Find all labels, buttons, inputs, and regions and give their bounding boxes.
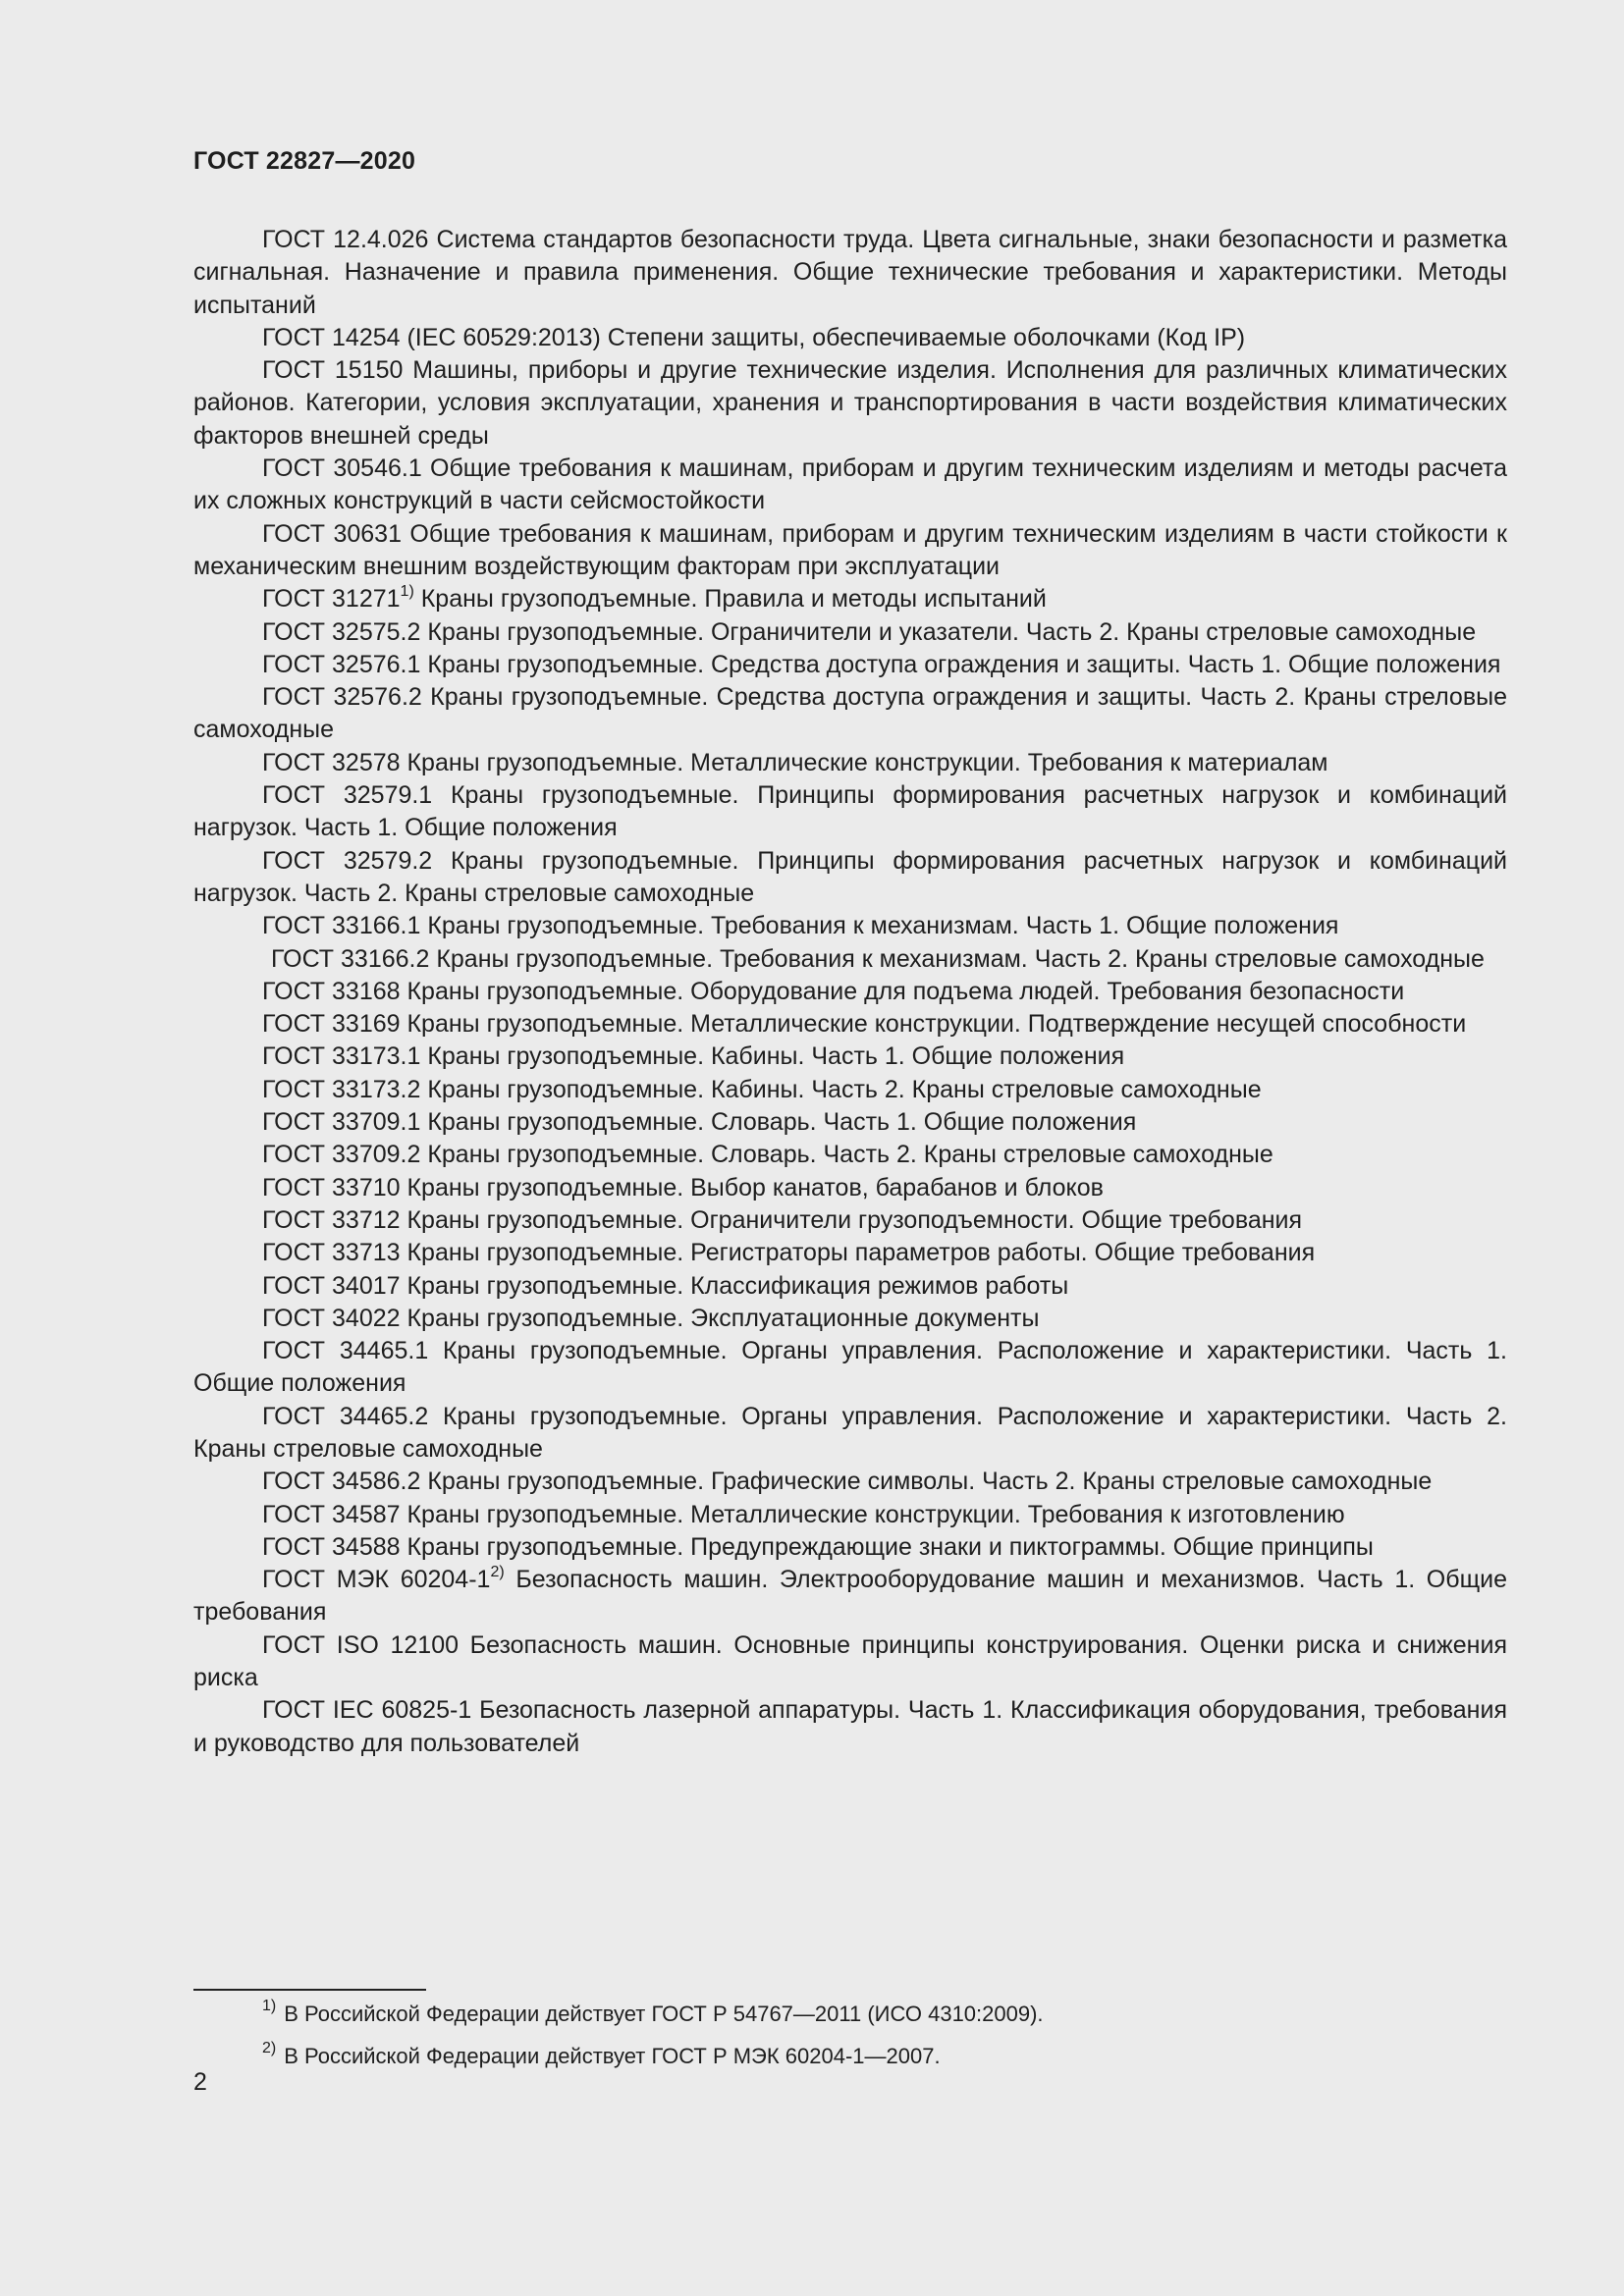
reference-text: ГОСТ 34017 Краны грузоподъемные. Классификация режимов работы xyxy=(262,1271,1069,1300)
reference-item xyxy=(193,976,1507,1008)
reference-text: ГОСТ 12.4.026 Система стандартов безопасности труда. Цвета сигнальные, знаки безопасности и разметка сигнальная. Назначение и правила применения. Общие технические требования и характеристики. Методы испытаний xyxy=(193,226,1507,319)
reference-text: ГОСТ 33166.1 Краны грузоподъемные. Требования к механизмам. Часть 1. Общие положения xyxy=(262,912,1339,940)
footnote-marker: 1) xyxy=(400,582,414,600)
footnote-mark: 2) xyxy=(262,2039,277,2056)
reference-item xyxy=(193,910,1507,942)
reference-text: ГОСТ 34465.1 Краны грузоподъемные. Органы управления. Расположение и характеристики. Часть 1. Общие положения xyxy=(193,1337,1507,1398)
footnote-item xyxy=(262,2035,1044,2077)
reference-item xyxy=(193,681,1507,747)
reference-item xyxy=(193,1694,1507,1760)
reference-text: ГОСТ 34022 Краны грузоподъемные. Эксплуатационные документы xyxy=(262,1304,1040,1332)
reference-text: ГОСТ 33709.2 Краны грузоподъемные. Словарь. Часть 2. Краны стреловые самоходные xyxy=(262,1141,1273,1169)
reference-item xyxy=(193,453,1507,518)
reference-item xyxy=(193,1204,1507,1237)
reference-text: ГОСТ 33710 Краны грузоподъемные. Выбор канатов, барабанов и блоков xyxy=(262,1173,1104,1201)
reference-text: ГОСТ 33169 Краны грузоподъемные. Металлические конструкции. Подтверждение несущей способности xyxy=(262,1010,1467,1039)
reference-text: ГОСТ ISO 12100 Безопасность машин. Основные принципы конструирования. Оценки риска и снижения риска xyxy=(193,1630,1507,1692)
reference-text: ГОСТ 33709.1 Краны грузоподъемные. Словарь. Часть 1. Общие положения xyxy=(262,1108,1137,1137)
reference-item xyxy=(193,943,1507,976)
reference-item xyxy=(193,616,1507,649)
reference-text: ГОСТ 34465.2 Краны грузоподъемные. Органы управления. Расположение и характеристики. Часть 2. Краны стреловые самоходные xyxy=(193,1402,1507,1463)
reference-text: ГОСТ 30631 Общие требования к машинам, приборам и другим техническим изделиям в части стойкости к механическим внешним воздействующим факторам при эксплуатации xyxy=(193,519,1507,580)
footnote-text: В Российской Федерации действует ГОСТ Р 54767—2011 (ИСО 4310:2009). xyxy=(284,2002,1044,2026)
reference-text: ГОСТ 34588 Краны грузоподъемные. Предупреждающие знаки и пиктограммы. Общие принципы xyxy=(262,1532,1374,1561)
reference-text: ГОСТ IEC 60825-1 Безопасность лазерной аппаратуры. Часть 1. Классификация оборудования, требования и руководство для пользователей xyxy=(193,1696,1507,1757)
footnotes xyxy=(262,1993,1044,2077)
reference-item xyxy=(193,1237,1507,1269)
footnote-marker: 2) xyxy=(490,1563,505,1580)
reference-item xyxy=(193,1499,1507,1531)
reference-text: ГОСТ 32575.2 Краны грузоподъемные. Ограничители и указатели. Часть 2. Краны стреловые самоходные xyxy=(262,617,1477,646)
reference-text: ГОСТ 30546.1 Общие требования к машинам, приборам и другим техническим изделиям и методы расчета их сложных конструкций в части сейсмостойкости xyxy=(193,454,1507,515)
reference-text: ГОСТ 33173.2 Краны грузоподъемные. Кабины. Часть 2. Краны стреловые самоходные xyxy=(262,1075,1262,1103)
reference-text: ГОСТ 33712 Краны грузоподъемные. Ограничители грузоподъемности. Общие требования xyxy=(262,1205,1303,1234)
reference-text: ГОСТ 31271 xyxy=(262,585,401,614)
reference-item xyxy=(193,1270,1507,1303)
reference-text: ГОСТ 32579.1 Краны грузоподъемные. Принципы формирования расчетных нагрузок и комбинаций нагрузок. Часть 1. Общие положения xyxy=(193,781,1507,842)
reference-text: ГОСТ 34587 Краны грузоподъемные. Металлические конструкции. Требования к изготовлению xyxy=(262,1500,1345,1528)
reference-text: ГОСТ 33166.2 Краны грузоподъемные. Требования к механизмам. Часть 2. Краны стреловые самоходные xyxy=(271,944,1485,973)
normative-references-list xyxy=(193,224,1507,1760)
reference-item xyxy=(193,1531,1507,1564)
reference-text: ГОСТ 32576.1 Краны грузоподъемные. Средства доступа ограждения и защиты. Часть 1. Общие положения xyxy=(262,650,1501,678)
reference-item xyxy=(193,779,1507,845)
reference-text: ГОСТ 32579.2 Краны грузоподъемные. Принципы формирования расчетных нагрузок и комбинаций нагрузок. Часть 2. Краны стреловые самоходные xyxy=(193,846,1507,907)
page-number: 2 xyxy=(193,2068,207,2096)
reference-item xyxy=(193,1564,1507,1629)
reference-text-tail: Безопасность машин. Электрооборудование машин и механизмов. Часть 1. Общие требования xyxy=(193,1566,1508,1627)
reference-item xyxy=(193,1008,1507,1041)
reference-item xyxy=(193,1074,1507,1106)
reference-item xyxy=(193,518,1507,584)
footnote-item xyxy=(262,1993,1044,2035)
reference-item xyxy=(193,354,1507,453)
reference-text: ГОСТ 32578 Краны грузоподъемные. Металлические конструкции. Требования к материалам xyxy=(262,748,1328,776)
reference-text: ГОСТ 15150 Машины, приборы и другие технические изделия. Исполнения для различных климатических районов. Категории, условия эксплуатации, хранения и транспортирования в части воздействия климатических факторов внешней среды xyxy=(193,356,1507,450)
page-header-title: ГОСТ 22827—2020 xyxy=(193,147,416,175)
reference-item xyxy=(193,845,1507,911)
reference-text: ГОСТ 33713 Краны грузоподъемные. Регистраторы параметров работы. Общие требования xyxy=(262,1239,1316,1267)
reference-item xyxy=(193,747,1507,779)
reference-text: ГОСТ 34586.2 Краны грузоподъемные. Графические символы. Часть 2. Краны стреловые самоходные xyxy=(262,1468,1433,1496)
reference-text-tail: Краны грузоподъемные. Правила и методы испытаний xyxy=(413,585,1047,614)
footnote-text: В Российской Федерации действует ГОСТ Р МЭК 60204-1—2007. xyxy=(284,2044,941,2068)
reference-item xyxy=(193,1139,1507,1171)
reference-item xyxy=(193,1106,1507,1139)
reference-text: ГОСТ 14254 (IEC 60529:2013) Степени защиты, обеспечиваемые оболочками (Код IP) xyxy=(262,323,1246,351)
reference-text: ГОСТ 33173.1 Краны грузоподъемные. Кабины. Часть 1. Общие положения xyxy=(262,1042,1125,1071)
reference-item xyxy=(193,1172,1507,1204)
reference-item xyxy=(193,1629,1507,1695)
reference-item xyxy=(193,583,1507,615)
reference-item xyxy=(193,322,1507,354)
footnote-divider xyxy=(193,1989,426,1991)
reference-item xyxy=(193,224,1507,322)
reference-item xyxy=(193,1466,1507,1498)
footnote-mark: 1) xyxy=(262,1997,277,2014)
reference-text: ГОСТ МЭК 60204-1 xyxy=(262,1566,491,1594)
reference-text: ГОСТ 33168 Краны грузоподъемные. Оборудование для подъема людей. Требования безопасности xyxy=(262,977,1405,1005)
reference-item xyxy=(193,1303,1507,1335)
reference-text: ГОСТ 32576.2 Краны грузоподъемные. Средства доступа ограждения и защиты. Часть 2. Краны стреловые самоходные xyxy=(193,683,1507,744)
reference-item xyxy=(193,1041,1507,1073)
reference-item xyxy=(193,1401,1507,1467)
reference-item xyxy=(193,649,1507,681)
reference-item xyxy=(193,1335,1507,1401)
